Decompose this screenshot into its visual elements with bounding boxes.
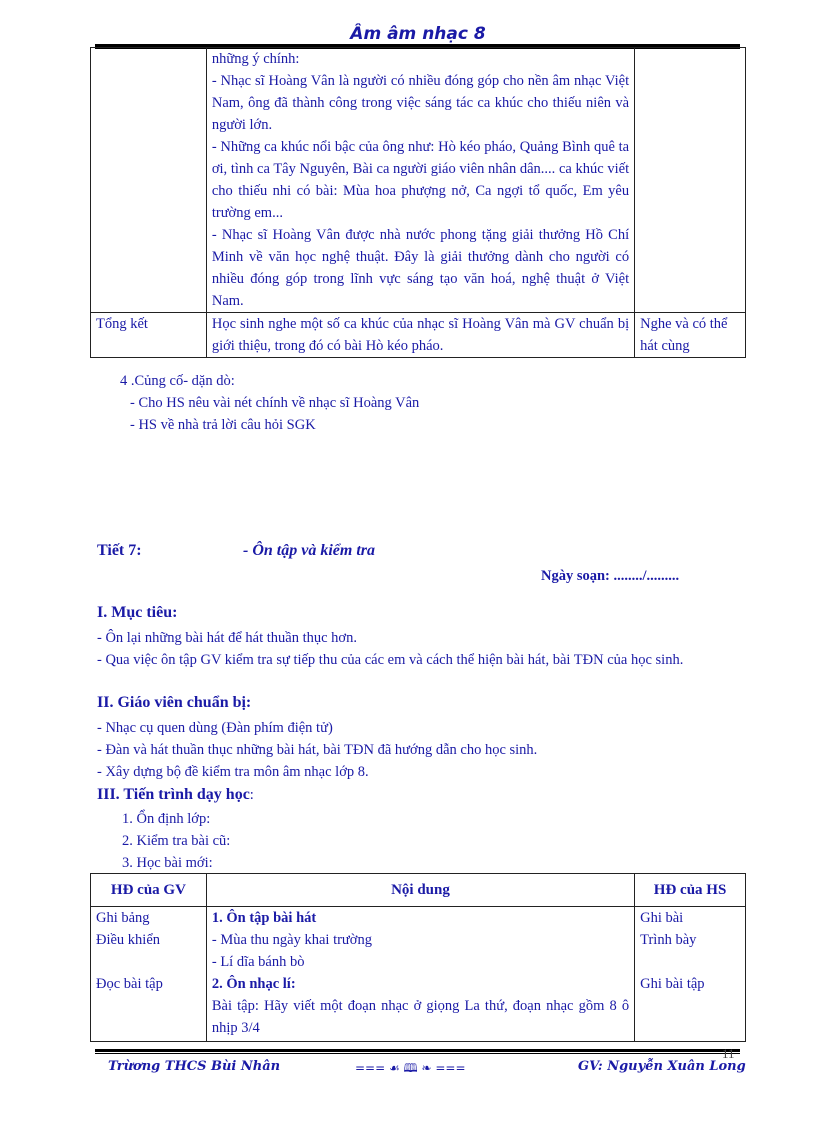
footer-school: Trừơng THCS Bùi Nhân	[108, 1059, 281, 1074]
content-paragraph: - Nhạc sĩ Hoàng Vân là người có nhiều đóng góp cho nền âm nhạc Việt Nam, ông đã thành công trong việc sáng tác ca khúc cho thiếu niên và người lớn.	[211, 73, 630, 133]
section-item: - Đàn và hát thuần thục những bài hát, bài TĐN đã hướng dẫn cho học sinh.	[97, 742, 538, 758]
content-paragraph: Bài tập: Hãy viết một đoạn nhạc ở giọng La thứ, đoạn nhạc gồm 8 ô nhịp 3/4	[211, 998, 630, 1036]
consolidation-heading: 4 .Củng cố- dặn dò:	[120, 373, 235, 389]
section-heading: II. Giáo viên chuẩn bị:	[97, 694, 252, 711]
list-item: - Lí dĩa bánh bò	[211, 954, 305, 970]
list-item: Ghi bảng	[96, 910, 150, 926]
footer-rule-thick	[95, 1049, 740, 1052]
student-activity: Nghe và có thể hát cùng	[635, 313, 746, 358]
lesson-table	[90, 873, 746, 1042]
footer-ornament: === ☙ 🕮 ❧ ===	[355, 1061, 466, 1075]
spacer	[96, 951, 201, 973]
section-heading: III. Tiến trình dạy học	[97, 786, 250, 803]
section-item: - Xây dựng bộ đề kiểm tra môn âm nhạc lớp 8.	[97, 764, 369, 780]
list-item: - Mùa thu ngày khai trường	[211, 932, 372, 948]
teacher-activity-cell	[91, 907, 207, 1042]
column-header: HĐ của HS	[635, 874, 746, 907]
consolidation-item: - HS về nhà trả lời câu hỏi SGK	[130, 417, 316, 433]
page-number: 11	[722, 1046, 735, 1061]
section-item: - Qua việc ôn tập GV kiểm tra sự tiếp thu của các em và cách thể hiện bài hát, bài TĐN của học sinh.	[97, 652, 684, 668]
table-cell	[635, 48, 746, 313]
list-item: Điều khiển	[96, 932, 161, 948]
list-item: Ghi bài	[640, 910, 684, 926]
section-item: 2. Kiểm tra bài cũ:	[122, 833, 231, 849]
content-cell	[206, 907, 634, 1042]
section-item: - Nhạc cụ quen dùng (Đàn phím điện tử)	[97, 720, 333, 736]
list-item: Ghi bài tập	[640, 976, 705, 992]
table-header-row	[91, 874, 746, 907]
spacer	[640, 951, 740, 973]
content-heading: 1. Ôn tập bài hát	[211, 910, 317, 926]
table-cell	[91, 48, 207, 313]
column-header: Nội dung	[206, 874, 634, 907]
content-cell	[206, 313, 634, 358]
section-item: 3. Học bài mới:	[122, 855, 213, 871]
table-row	[91, 907, 746, 1042]
section-item: 1. Ổn định lớp:	[122, 811, 211, 827]
content-line: những ý chính:	[211, 51, 300, 67]
table-row	[91, 48, 746, 313]
content-paragraph: - Nhạc sĩ Hoàng Vân được nhà nước phong tặng giải thưởng Hồ Chí Minh về văn học nghệ thuật. Đây là giải thưởng dành cho người có nhiều đóng góp trong lĩnh vực sáng tạo văn hoá, nghệ thuật ở Việt Nam.	[211, 227, 630, 309]
header-title: Âm âm nhạc 8	[350, 24, 486, 44]
content-heading: 2. Ôn nhạc lí:	[211, 976, 296, 992]
table-row	[91, 313, 746, 358]
student-activity-cell	[635, 907, 746, 1042]
activity-label: Tổng kết	[91, 313, 207, 358]
list-item: Trình bày	[640, 932, 697, 948]
content-paragraph: Học sinh nghe một số ca khúc của nhạc sĩ Hoàng Vân mà GV chuẩn bị giới thiệu, trong đó có bài Hò kéo pháo.	[211, 316, 630, 354]
heading-colon: :	[249, 787, 254, 803]
list-item: Đọc bài tập	[96, 976, 163, 992]
content-paragraph: - Những ca khúc nổi bậc của ông như: Hò kéo pháo, Quảng Bình quê ta ơi, tình ca Tây Nguyên, Bài ca người giáo viên nhân dân.... ca khúc viết cho thiếu nhi có bài: Mùa hoa phượng nở, Ca ngợi tổ quốc, Em yêu trường em...	[211, 139, 630, 221]
content-cell	[206, 48, 634, 313]
section-heading: I. Mục tiêu:	[97, 604, 178, 621]
footer-teacher: GV: Nguyễn Xuân Long	[578, 1059, 746, 1074]
column-header: HĐ của GV	[91, 874, 207, 907]
date-label: Ngày soạn: ......../.........	[541, 568, 680, 584]
section-heading-wrap	[97, 786, 254, 804]
lesson-title: - Ôn tập và kiểm tra	[243, 542, 375, 559]
consolidation-item: - Cho HS nêu vài nét chính về nhạc sĩ Hoàng Vân	[130, 395, 420, 411]
lesson-label: Tiết 7:	[97, 542, 142, 559]
section-item: - Ôn lại những bài hát để hát thuần thục hơn.	[97, 630, 357, 646]
summary-table	[90, 47, 746, 358]
footer-rule-thin	[95, 1053, 740, 1054]
